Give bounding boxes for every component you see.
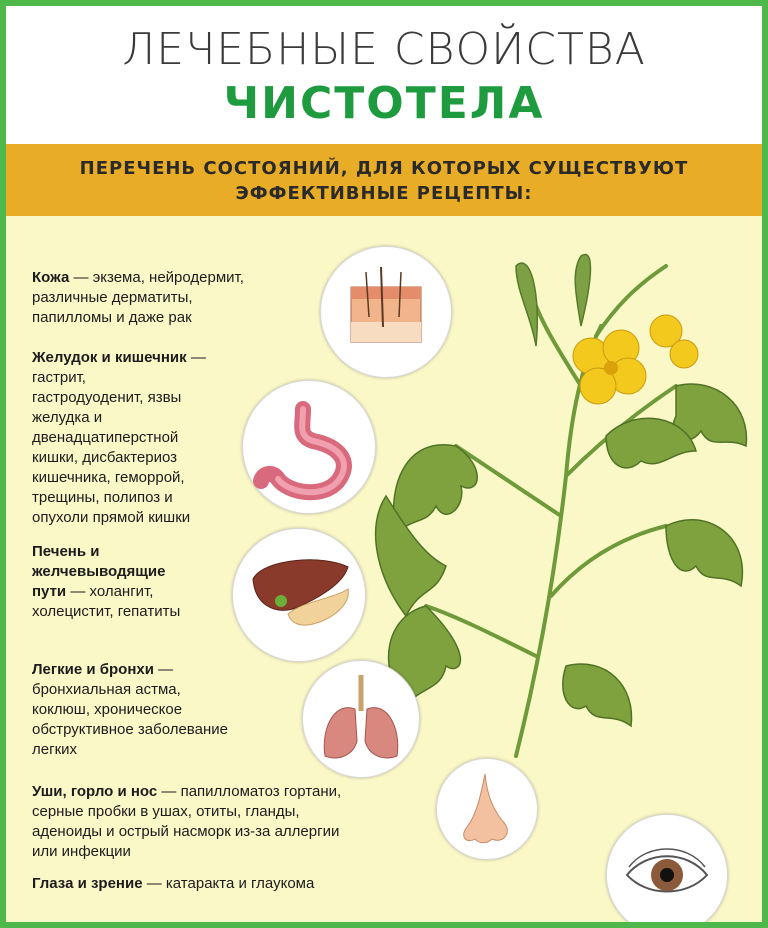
item-title: Легкие и бронхи	[32, 661, 154, 678]
item-title: Желудок и кишечник	[32, 349, 187, 366]
list-item-eyes	[32, 874, 314, 894]
banner-line-1: ПЕРЕЧЕНЬ СОСТОЯНИЙ, ДЛЯ КОТОРЫХ СУЩЕСТВУЮТ	[79, 158, 689, 179]
item-text: — холангит, холецистит, гепатиты	[32, 583, 181, 620]
list-item-lungs	[32, 660, 228, 760]
nose-icon	[436, 758, 538, 860]
banner	[6, 144, 762, 216]
item-title: Кожа	[32, 269, 70, 286]
item-title: Глаза и зрение	[32, 875, 143, 892]
item-text: — бронхиальная астма, коклюш, хроническое обструктивное заболевание легких	[32, 661, 228, 758]
item-text: — папилломатоз гортани, серные пробки в ушах, отиты, гланды, аденоиды и острый насморк из-за аллергии или инфекции	[32, 783, 342, 860]
list-item-stomach	[32, 348, 206, 528]
eye-icon	[606, 814, 728, 922]
item-text: — катаракта и глаукома	[142, 875, 315, 892]
title-line-1: ЛЕЧЕБНЫЕ СВОЙСТВА	[122, 24, 646, 75]
stomach-icon	[242, 380, 376, 514]
item-title: Печень и желчевыводящие пути	[32, 543, 166, 600]
header	[6, 6, 762, 144]
infographic	[6, 6, 762, 922]
banner-line-2: ЭФФЕКТИВНЫЕ РЕЦЕПТЫ:	[235, 183, 533, 204]
list-item-liver	[32, 542, 180, 622]
item-text: — гастрит, гастродуоденит, язвы желудка и двенадцатиперстной кишки, дисбактериоз кишечника, геморрой, трещины, полипоз и опухоли прямой кишки	[32, 349, 206, 526]
title-line-2: ЧИСТОТЕЛА	[223, 78, 545, 129]
list-item-ent	[32, 782, 341, 862]
lungs-icon	[302, 660, 420, 778]
liver-icon	[232, 528, 366, 662]
item-title: Уши, горло и нос	[32, 783, 158, 800]
skin-icon	[320, 246, 452, 378]
list-item-skin	[32, 268, 244, 328]
item-text: — экзема, нейродермит, различные дерматиты, папилломы и даже рак	[32, 269, 244, 326]
